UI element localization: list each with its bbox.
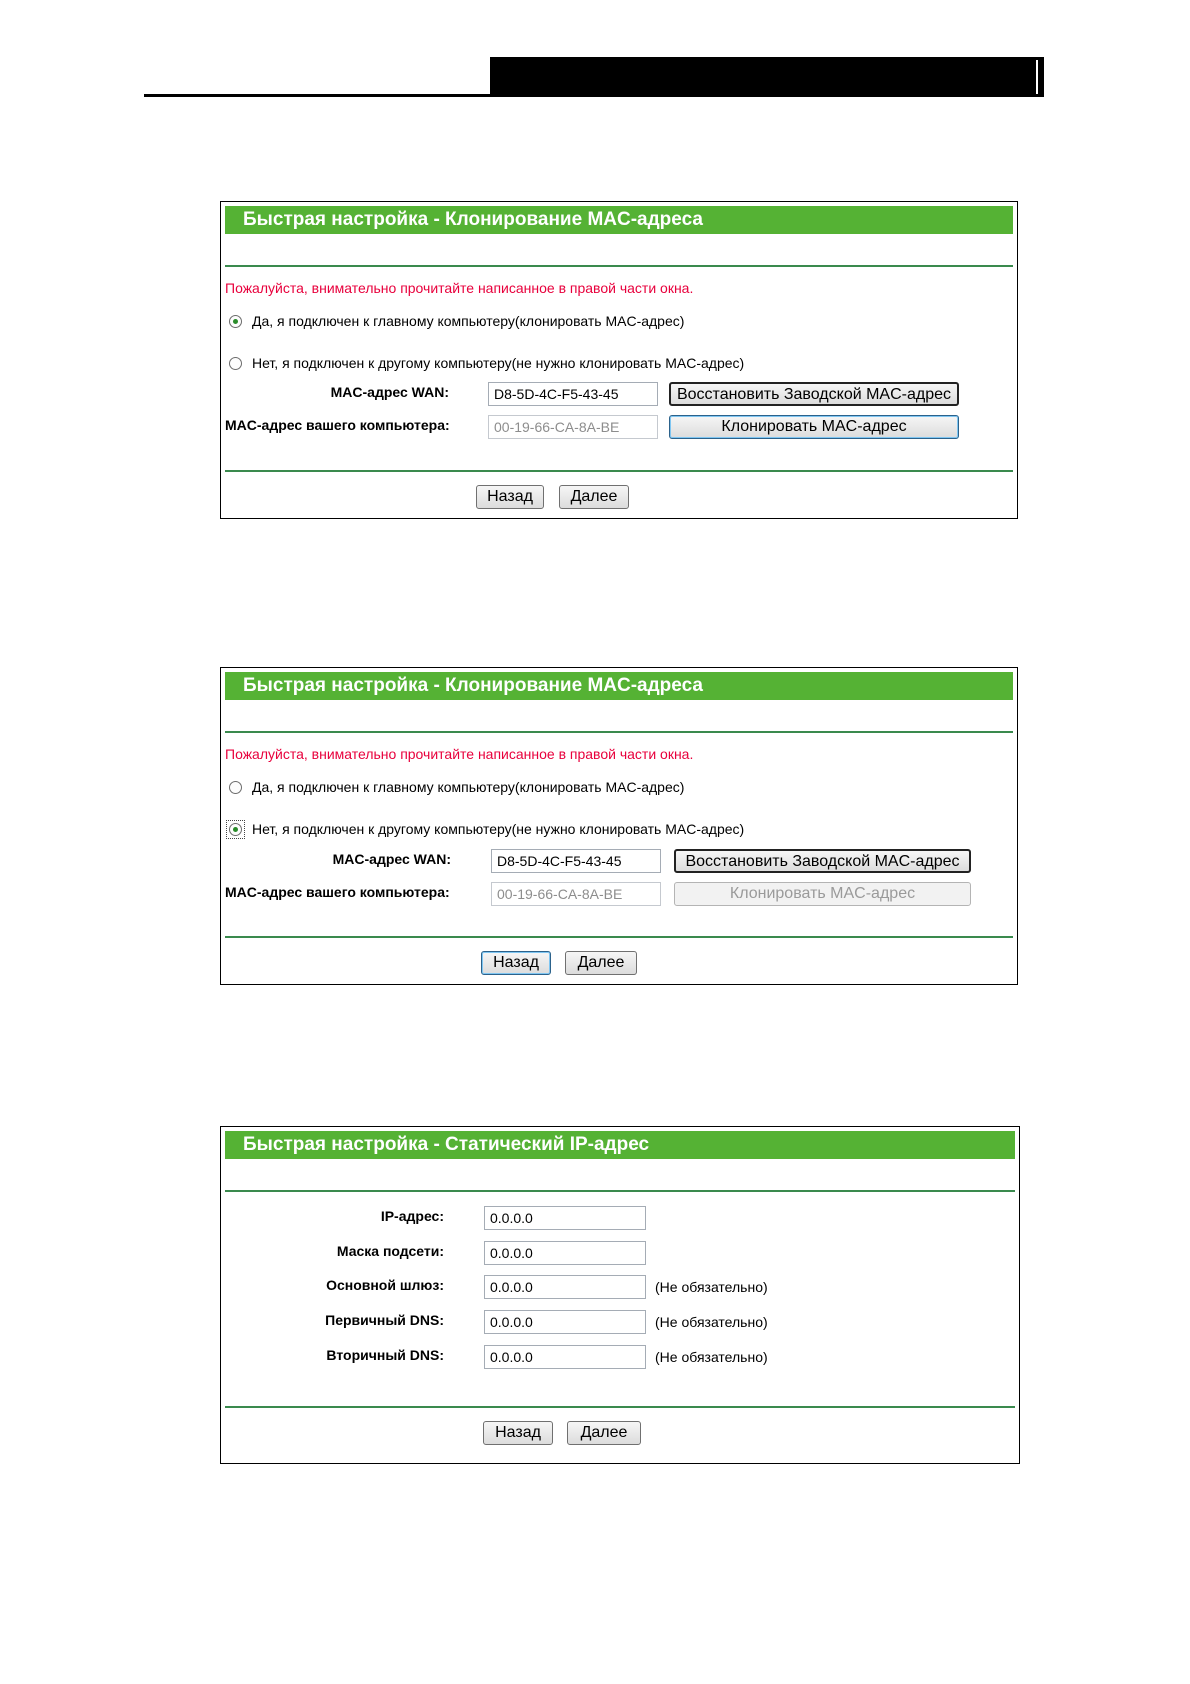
panel-title: Быстрая настройка - Клонирование MAC-адреса (225, 672, 1013, 700)
clone-mac-button[interactable]: Клонировать MAC-адрес (669, 415, 959, 439)
back-button[interactable]: Назад (481, 951, 551, 975)
panel-title: Быстрая настройка - Статический IP-адрес (225, 1131, 1015, 1159)
pc-mac-label: MAC-адрес вашего компьютера: (225, 884, 450, 900)
back-button[interactable]: Назад (476, 485, 544, 509)
static-ip-panel (220, 1126, 1020, 1464)
subnet-mask-label: Маска подсети: (336, 1243, 444, 1259)
optional-note: (Не обязательно) (655, 1279, 768, 1295)
optional-note: (Не обязательно) (655, 1314, 768, 1330)
ip-address-label: IP-адрес: (380, 1208, 444, 1224)
notice-text: Пожалуйста, внимательно прочитайте написанное в правой части окна. (225, 280, 694, 296)
secondary-dns-label: Вторичный DNS: (326, 1347, 444, 1363)
wan-mac-label: MAC-адрес WAN: (330, 384, 449, 400)
mac-clone-panel-2 (220, 667, 1018, 985)
divider (225, 1406, 1015, 1408)
mac-clone-panel-1 (220, 201, 1018, 519)
radio-no-clone-mac[interactable] (229, 357, 242, 370)
option-clone-row[interactable] (229, 310, 684, 332)
page-header-bar (490, 57, 1044, 96)
wan-mac-field[interactable]: D8-5D-4C-F5-43-45 (488, 382, 658, 406)
default-gateway-label: Основной шлюз: (326, 1277, 444, 1293)
ip-address-field[interactable]: 0.0.0.0 (484, 1206, 646, 1230)
subnet-mask-field[interactable]: 0.0.0.0 (484, 1241, 646, 1265)
optional-note: (Не обязательно) (655, 1349, 768, 1365)
radio-clone-mac[interactable] (229, 315, 242, 328)
divider (225, 936, 1013, 938)
divider (225, 265, 1013, 267)
panel-title: Быстрая настройка - Клонирование MAC-адреса (225, 206, 1013, 234)
divider (225, 731, 1013, 733)
radio-focus-ring (226, 820, 245, 839)
next-button[interactable]: Далее (567, 1421, 641, 1445)
page-header-divider (1036, 60, 1038, 95)
next-button[interactable]: Далее (565, 951, 637, 975)
option-no-clone-row[interactable] (229, 352, 744, 374)
wan-mac-field[interactable]: D8-5D-4C-F5-43-45 (491, 849, 661, 873)
next-button[interactable]: Далее (559, 485, 629, 509)
pc-mac-label: MAC-адрес вашего компьютера: (225, 417, 450, 433)
option-clone-row[interactable] (229, 776, 684, 798)
restore-factory-mac-button[interactable]: Восстановить Заводской MAC-адрес (674, 849, 971, 873)
primary-dns-field[interactable]: 0.0.0.0 (484, 1310, 646, 1334)
radio-clone-mac[interactable] (229, 781, 242, 794)
option-label: Нет, я подключен к другому компьютеру(не нужно клонировать MAC-адрес) (252, 821, 745, 837)
restore-factory-mac-button[interactable]: Восстановить Заводской MAC-адрес (669, 382, 959, 406)
option-label: Да, я подключен к главному компьютеру(клонировать MAC-адрес) (252, 779, 685, 795)
radio-no-clone-mac[interactable] (229, 823, 242, 836)
pc-mac-field[interactable]: 00-19-66-CA-8A-BE (488, 415, 658, 439)
wan-mac-label: MAC-адрес WAN: (332, 851, 451, 867)
pc-mac-field[interactable]: 00-19-66-CA-8A-BE (491, 882, 661, 906)
clone-mac-button: Клонировать MAC-адрес (674, 882, 971, 906)
page-header-rule (144, 94, 1044, 97)
back-button[interactable]: Назад (483, 1421, 553, 1445)
notice-text: Пожалуйста, внимательно прочитайте написанное в правой части окна. (225, 746, 694, 762)
option-label: Да, я подключен к главному компьютеру(клонировать MAC-адрес) (252, 313, 685, 329)
option-label: Нет, я подключен к другому компьютеру(не нужно клонировать MAC-адрес) (252, 355, 745, 371)
secondary-dns-field[interactable]: 0.0.0.0 (484, 1345, 646, 1369)
option-no-clone-row[interactable] (229, 818, 744, 840)
divider (225, 470, 1013, 472)
divider (225, 1190, 1015, 1192)
default-gateway-field[interactable]: 0.0.0.0 (484, 1275, 646, 1299)
primary-dns-label: Первичный DNS: (325, 1312, 444, 1328)
